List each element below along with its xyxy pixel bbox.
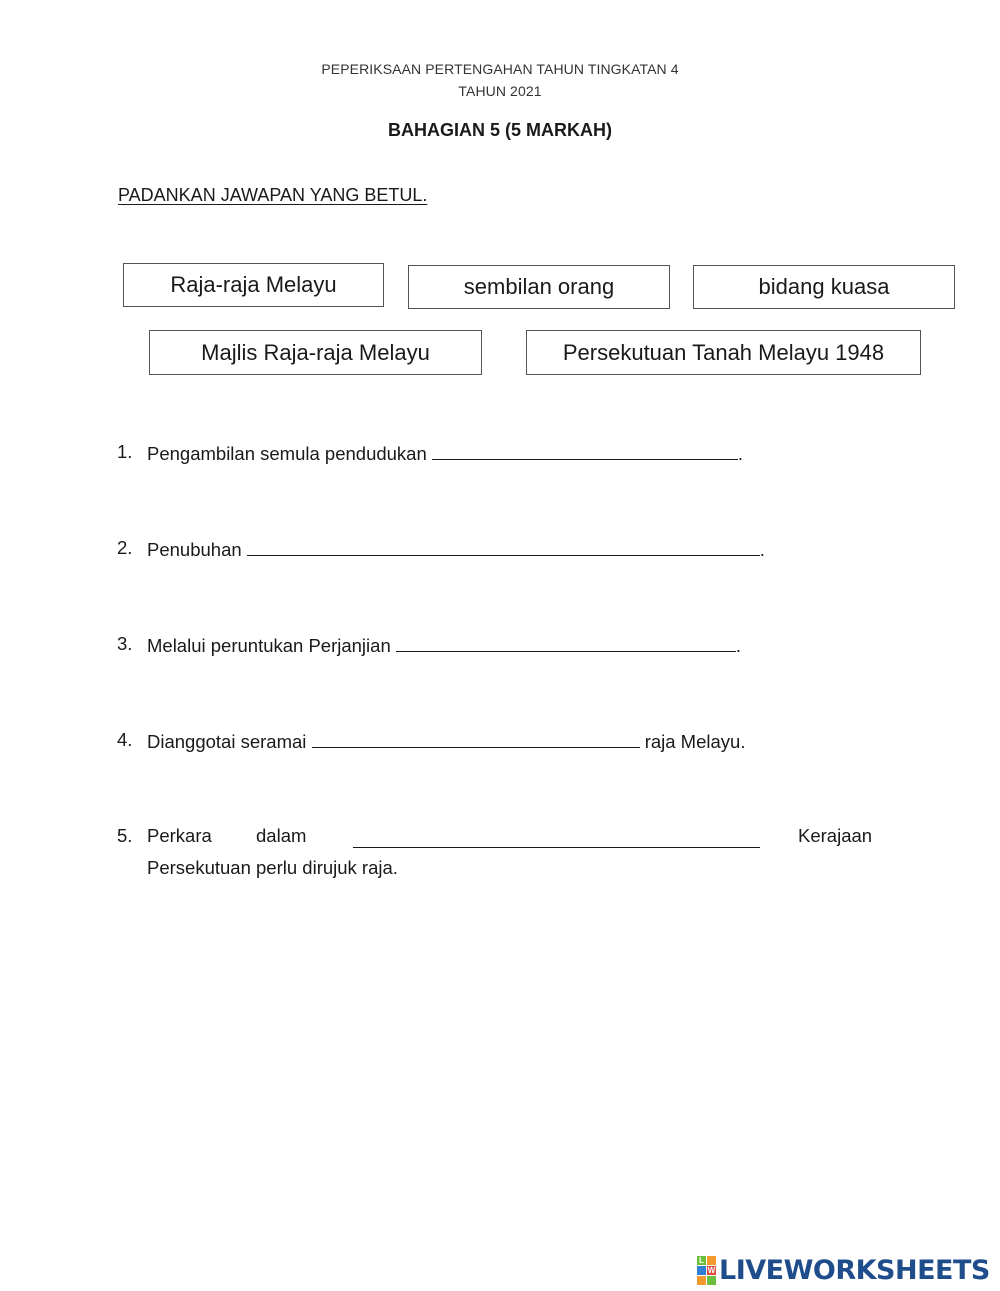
question-text: Dianggotai seramai bbox=[147, 731, 307, 752]
section-heading: BAHAGIAN 5 (5 MARKAH) bbox=[388, 120, 612, 140]
question-number: 4. bbox=[117, 729, 133, 750]
logo-mark-letter: L bbox=[697, 1256, 706, 1265]
logo-mark-letter: W bbox=[707, 1265, 716, 1275]
question-text: dalam bbox=[256, 825, 307, 846]
question-text: Perkara bbox=[147, 825, 212, 846]
question-end: . bbox=[735, 635, 742, 656]
question-text: Kerajaan bbox=[798, 825, 873, 846]
question-number: 5. bbox=[117, 825, 133, 846]
answer-blank-1[interactable] bbox=[432, 441, 738, 460]
liveworksheets-logo bbox=[697, 1255, 990, 1285]
question-5 bbox=[147, 825, 880, 851]
answer-blank-4[interactable] bbox=[312, 729, 640, 748]
question-end: . bbox=[737, 443, 744, 464]
question-text: Penubuhan bbox=[147, 539, 242, 560]
answer-blank-5[interactable] bbox=[353, 829, 760, 848]
answer-option-persekutuan-tanah-melayu-1948[interactable]: Persekutuan Tanah Melayu 1948 bbox=[526, 330, 921, 375]
question-text: Pengambilan semula pendudukan bbox=[147, 443, 427, 464]
liveworksheets-logo-icon bbox=[697, 1256, 716, 1285]
answer-blank-2[interactable] bbox=[247, 537, 760, 556]
instruction-text: PADANKAN JAWAPAN YANG BETUL. bbox=[118, 185, 428, 205]
exam-title: PEPERIKSAAN PERTENGAHAN TAHUN TINGKATAN 4 bbox=[321, 61, 679, 77]
question-end: . bbox=[759, 539, 765, 560]
question-number: 3. bbox=[117, 633, 133, 654]
question-number: 2. bbox=[117, 537, 133, 558]
question-number: 1. bbox=[117, 441, 133, 462]
answer-blank-3[interactable] bbox=[396, 633, 736, 652]
exam-year: TAHUN 2021 bbox=[458, 83, 542, 99]
answer-option-majlis-raja-raja-melayu[interactable]: Majlis Raja-raja Melayu bbox=[149, 330, 482, 375]
answer-option-sembilan-orang[interactable]: sembilan orang bbox=[408, 265, 670, 309]
question-text: Melalui peruntukan Perjanjian bbox=[147, 635, 391, 656]
answer-option-bidang-kuasa[interactable]: bidang kuasa bbox=[693, 265, 955, 309]
question-5-continued: Persekutuan perlu dirujuk raja. bbox=[147, 857, 398, 878]
logo-text: LIVEWORKSHEETS bbox=[719, 1254, 990, 1286]
answer-option-raja-raja-melayu[interactable]: Raja-raja Melayu bbox=[123, 263, 384, 307]
question-end: raja Melayu. bbox=[644, 731, 746, 752]
